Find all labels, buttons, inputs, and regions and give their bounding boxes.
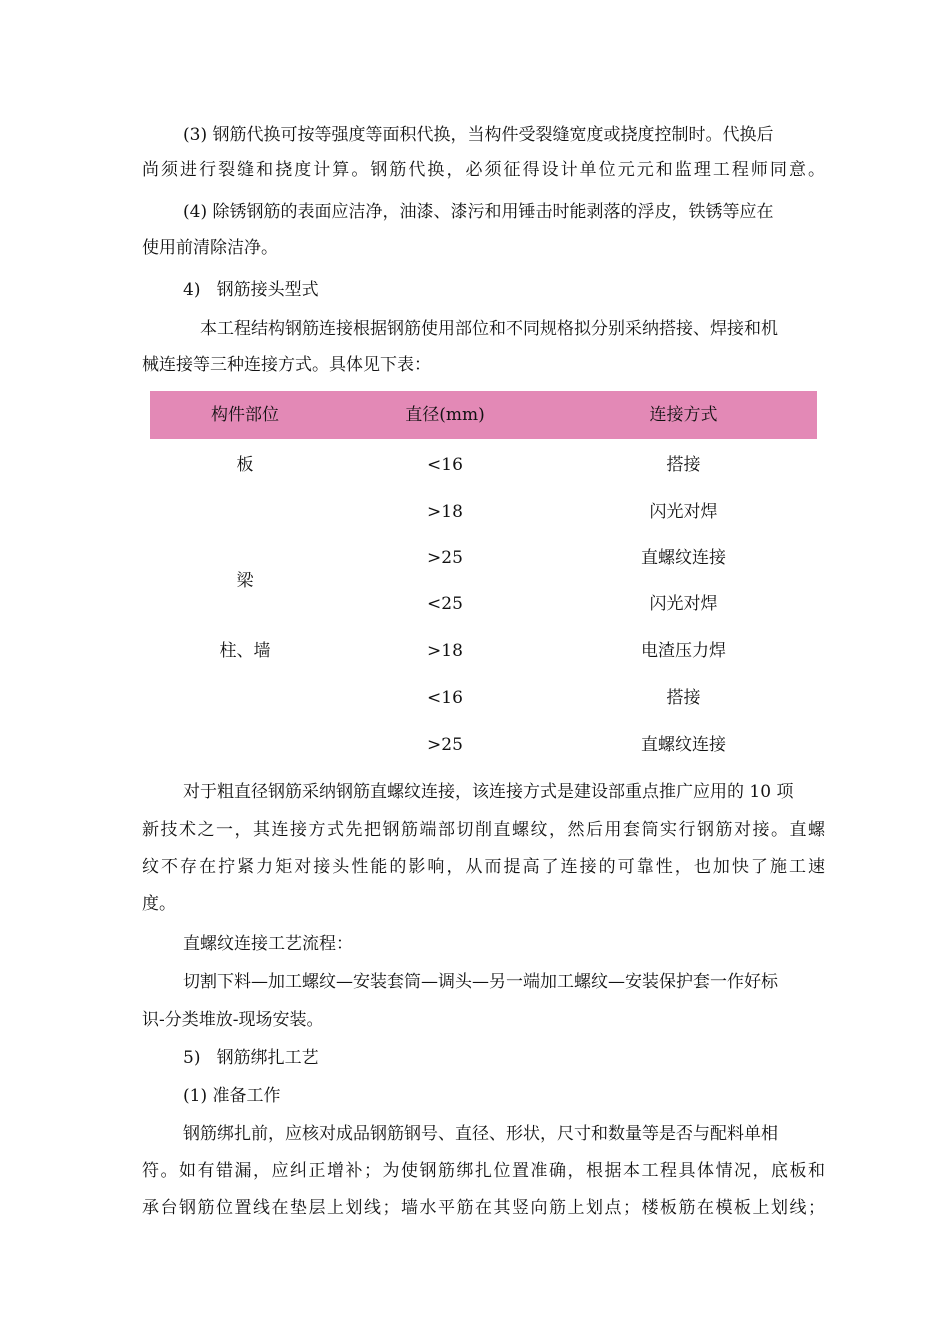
table-cell-method: 闪光对焊 (649, 594, 718, 614)
description-line-1: 对于粗直径钢筋采纳钢筋直螺纹连接，该连接方式是建设部重点推广应用的 10 项 (183, 782, 794, 802)
table-cell-part: 柱、墙 (219, 641, 271, 661)
table-cell-diameter: <25 (427, 594, 463, 614)
paragraph-4-line-1: (4) 除锈钢筋的表面应洁净，油漆、漆污和用锤击时能剥落的浮皮，铁锈等应在 (183, 202, 774, 222)
preparation-line-1: 钢筋绑扎前，应核对成品钢筋钢号、直径、形状，尺寸和数量等是否与配料单相 (183, 1124, 778, 1144)
flow-line-1: 切割下料—加工螺纹—安装套筒—调头—另一端加工螺纹—安装保护套一作好标 (183, 972, 778, 992)
paragraph-3-line-1: (3) 钢筋代换可按等强度等面积代换，当构件受裂缝宽度或挠度控制时。代换后 (183, 125, 774, 145)
section-heading-4: 4) 钢筋接头型式 (183, 280, 319, 300)
intro-line-1: 本工程结构钢筋连接根据钢筋使用部位和不同规格拟分别采纳搭接、焊接和机 (200, 319, 778, 339)
table-cell-diameter: >18 (427, 641, 463, 661)
description-line-3: 纹不存在拧紧力矩对接头性能的影响，从而提高了连接的可靠性，也加快了施工速 (142, 857, 825, 877)
subheading-preparation: (1) 准备工作 (183, 1086, 281, 1106)
table-cell-part: 板 (236, 455, 254, 475)
table-cell-method: 直螺纹连接 (641, 548, 726, 568)
section-heading-5: 5) 钢筋绑扎工艺 (183, 1048, 319, 1068)
table-cell-part: 梁 (236, 571, 254, 591)
table-cell-method: 搭接 (666, 455, 701, 475)
table-cell-method: 电渣压力焊 (641, 641, 726, 661)
table-cell-method: 直螺纹连接 (641, 735, 726, 755)
description-line-4: 度。 (142, 894, 176, 914)
intro-line-2: 械连接等三种连接方式。具体见下表： (142, 355, 431, 375)
table-header-method: 连接方式 (649, 405, 718, 425)
paragraph-4-line-2: 使用前清除洁净。 (142, 238, 278, 258)
table-header-diameter: 直径(mm) (405, 405, 485, 425)
table-cell-method: 闪光对焊 (649, 502, 718, 522)
flow-title: 直螺纹连接工艺流程： (183, 934, 353, 954)
preparation-line-2: 符。如有错漏，应纠正增补；为使钢筋绑扎位置准确，根据本工程具体情况，底板和 (142, 1161, 825, 1181)
table-cell-diameter: <16 (427, 688, 463, 708)
table-header-part: 构件部位 (211, 405, 279, 425)
table-cell-diameter: >25 (427, 548, 463, 568)
flow-line-2: 识-分类堆放-现场安装。 (142, 1010, 324, 1030)
table-cell-diameter: >18 (427, 502, 463, 522)
table-cell-diameter: <16 (427, 455, 463, 475)
paragraph-3-line-2: 尚须进行裂缝和挠度计算。钢筋代换，必须征得设计单位元元和监理工程师同意。 (142, 160, 825, 180)
preparation-line-3: 承台钢筋位置线在垫层上划线；墙水平筋在其竖向筋上划点；楼板筋在模板上划线； (142, 1198, 825, 1218)
table-cell-diameter: >25 (427, 735, 463, 755)
table-cell-method: 搭接 (666, 688, 701, 708)
description-line-2: 新技术之一，其连接方式先把钢筋端部切削直螺纹，然后用套筒实行钢筋对接。直螺 (142, 820, 825, 840)
